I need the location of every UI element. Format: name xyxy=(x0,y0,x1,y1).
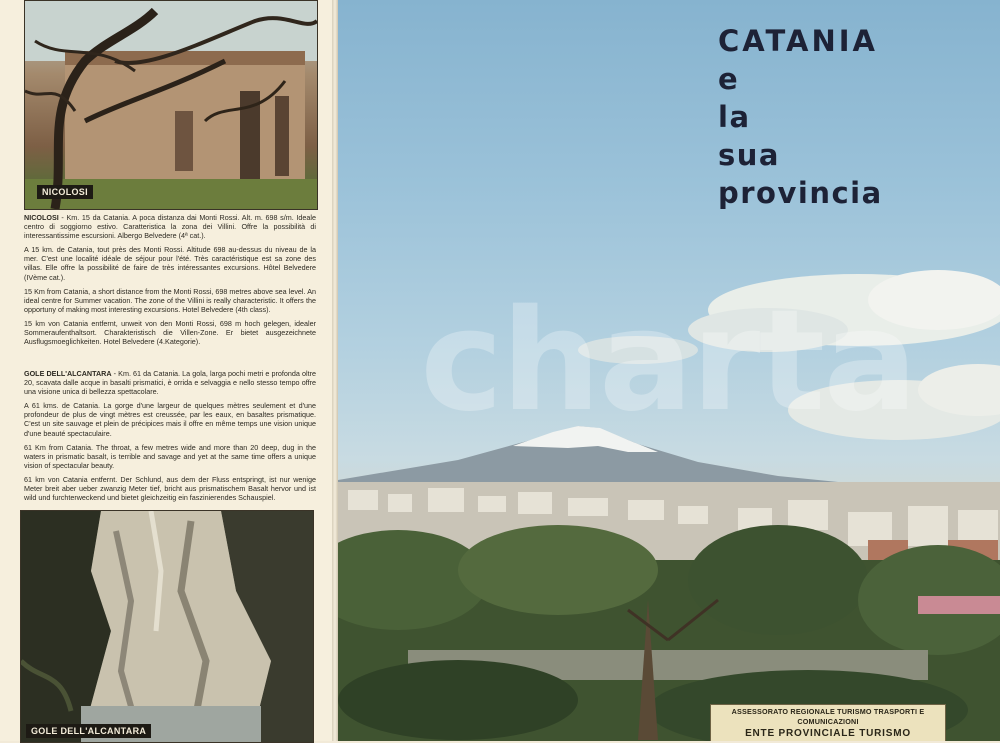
alcantara-text-fr: A 61 kms. de Catania. La gorge d'une largeur de quelques mètres seulement et d'une profondeur de plus de vingt mètres est creussée, par les eaux, en basaltes prismatique. C'est un site sauvage et plein de précipices mais il offre en même temps une vision unique d'une beauté spectaculaire. xyxy=(24,401,316,438)
nicolosi-photo-illustration xyxy=(25,1,317,209)
nicolosi-text-it: NICOLOSI - Km. 15 da Catania. A poca distanza dai Monti Rossi. Alt. m. 698 s/m. Ideale centro di soggiorno estivo. Caratteristica la zona dei Villini. Offre la possibilità di interessantissime escursioni. Albergo Belvedere (4ª cat.). xyxy=(24,213,316,241)
nicolosi-text-en: 15 Km from Catania, a short distance from the Monti Rossi, 698 metres above sea level. An ideal centre for Summer vacation. The zone of the Villini is really characteristic. It offers the opportuny of making most interesting excursions. Hotel Belvedere (4th class). xyxy=(24,286,316,314)
title-la: la xyxy=(718,100,751,134)
publisher-line-2: ENTE PROVINCIALE TURISMO xyxy=(745,728,911,739)
alcantara-text-en: 61 Km from Catania. The throat, a few metres wide and more than 20 deep, dug in the waters in prismatic basalt, is terrible and savage and yet at the same time offers a unique vision of spectacular beauty. xyxy=(24,442,316,470)
nicolosi-caption: NICOLOSI xyxy=(37,185,93,199)
alcantara-photo xyxy=(20,510,314,743)
publisher-label xyxy=(710,704,946,741)
charta-watermark: charta xyxy=(420,280,916,443)
nicolosi-photo xyxy=(24,0,318,210)
alcantara-heading: GOLE DELL'ALCANTARA xyxy=(24,369,112,378)
title-sua: sua xyxy=(718,138,780,172)
nicolosi-text-de: 15 km von Catania entfernt, unweit von den Monti Rossi, 698 m hoch gelegen, idealer Sommeraufenthaltsort. Charakteristisch die Villen-Zone. Er bietet ausgezeichnete Ausflugsmoeglichkeiten. Hotel Belvedere (4.Kategorie). xyxy=(24,318,316,347)
title-provincia: provincia xyxy=(718,176,883,210)
nicolosi-heading: NICOLOSI xyxy=(24,213,59,222)
alcantara-caption: GOLE DELL'ALCANTARA xyxy=(26,724,151,738)
alcantara-text-it: GOLE DELL'ALCANTARA - Km. 61 da Catania. La gola, larga pochi metri e profonda oltre 20, scavata dalle acque in basalti prismatici, è orrida e selvaggia e nello stesso tempo offre una visione unica di bellezza spettacolare. xyxy=(24,369,317,397)
alcantara-description xyxy=(24,369,316,507)
brochure-cover xyxy=(338,0,1000,741)
title-catania: CATANIA xyxy=(718,24,878,58)
cover-title xyxy=(718,22,883,212)
publisher-line-1: ASSESSORATO REGIONALE TURISMO TRASPORTI E COMUNICAZIONI xyxy=(731,707,925,726)
alcantara-photo-illustration xyxy=(21,511,313,742)
title-e: e xyxy=(718,62,740,96)
alcantara-text-de: 61 km von Catania entfernt. Der Schlund, aus dem der Fluss entspringt, ist nur wenige Meter breit aber ueber zwanzig Meter tief, bricht aus prismatischem Basalt hervor und ist wild und furchterweckend und bietet gleichzeitig ein faszinierendes Schauspiel. xyxy=(24,474,316,503)
brochure-left-panel xyxy=(0,0,332,741)
nicolosi-text-fr: A 15 km. de Catania, tout près des Monti Rossi. Altitude 698 au-dessus du niveau de la mer. C'est une localité idéale de séjour pour l'été. Très caractéristique est sa zone des villas. Elle offre la possibilité de faire de très intéressantes excursions. Hôtel Belvedere (IVème cat.). xyxy=(24,245,316,282)
nicolosi-description xyxy=(24,213,316,351)
